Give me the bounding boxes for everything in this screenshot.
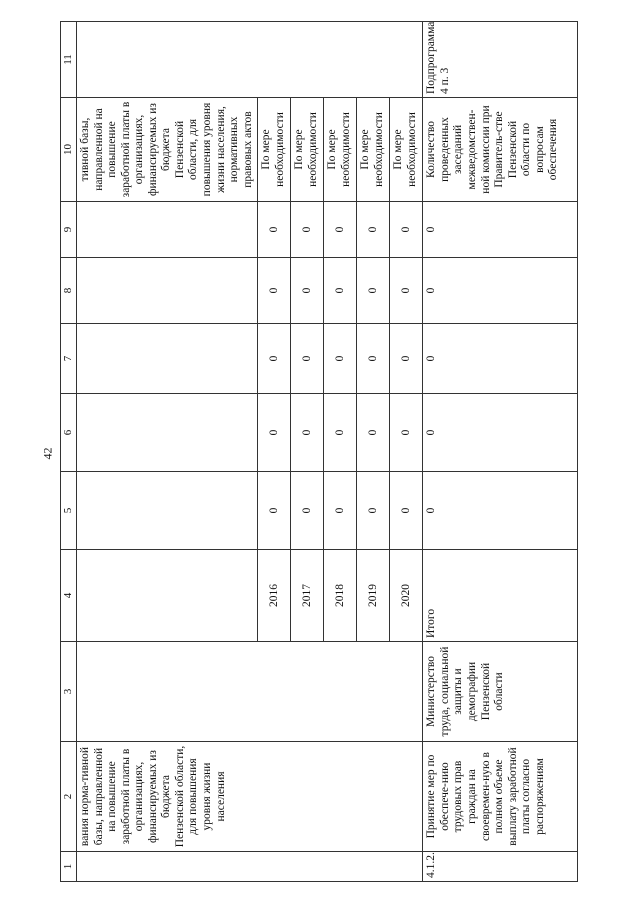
item-row <box>423 22 578 882</box>
total-label: Итого <box>423 550 578 642</box>
value-cell: 0 <box>291 394 324 472</box>
col-header-10: 10 <box>61 98 77 202</box>
cont-cell-7 <box>76 324 257 394</box>
value-cell: 0 <box>357 202 390 258</box>
item-description: Принятие мер по обеспече-нию трудовых прав граждан на своевремен-ную в полном объеме выплату заработной платы согласно распоряжениям <box>423 742 578 852</box>
cont-cell-6 <box>76 394 257 472</box>
item-number: 4.1.2. <box>423 852 578 882</box>
deadline-cell: По мере необходимости <box>357 98 390 202</box>
item-executor: Министерство труда, социальной защиты и демографии Пензенской области <box>423 642 578 742</box>
value-cell: 0 <box>423 472 578 550</box>
cont-indicator: тивной базы, направленной на повышение заработной платы в организациях, финансируемых из бюджета Пензенской области, для повышения уровня жизни населения, нормативных правовых актов <box>76 98 257 202</box>
year-cell: 2019 <box>357 550 390 642</box>
cont-description: вания норма-тивной базы, направленной на повышение заработной платы в организациях, финансируемых из бюджета Пензенской области, для повышения уровня жизни населения <box>76 742 422 852</box>
value-cell: 0 <box>258 324 291 394</box>
value-cell: 0 <box>423 394 578 472</box>
value-cell: 0 <box>390 258 423 324</box>
value-cell: 0 <box>357 472 390 550</box>
value-cell: 0 <box>390 394 423 472</box>
col-header-5: 5 <box>61 472 77 550</box>
value-cell: 0 <box>258 258 291 324</box>
year-cell: 2020 <box>390 550 423 642</box>
value-cell: 0 <box>324 324 357 394</box>
year-cell: 2018 <box>324 550 357 642</box>
value-cell: 0 <box>258 202 291 258</box>
col-header-2: 2 <box>61 742 77 852</box>
col-header-11: 11 <box>61 22 77 98</box>
deadline-cell: По мере необходимости <box>324 98 357 202</box>
col-header-1: 1 <box>61 852 77 882</box>
value-cell: 0 <box>423 202 578 258</box>
header-row <box>61 22 77 882</box>
col-header-6: 6 <box>61 394 77 472</box>
deadline-cell: По мере необходимости <box>291 98 324 202</box>
value-cell: 0 <box>357 258 390 324</box>
value-cell: 0 <box>390 324 423 394</box>
deadline-cell: По мере необходимости <box>390 98 423 202</box>
cont-cell-5 <box>76 472 257 550</box>
rotated-table-page <box>60 22 580 882</box>
value-cell: 0 <box>324 472 357 550</box>
col-header-9: 9 <box>61 202 77 258</box>
value-cell: 0 <box>423 324 578 394</box>
year-cell: 2017 <box>291 550 324 642</box>
value-cell: 0 <box>324 394 357 472</box>
col-header-4: 4 <box>61 550 77 642</box>
value-cell: 0 <box>390 472 423 550</box>
value-cell: 0 <box>291 324 324 394</box>
program-table <box>60 21 578 882</box>
col-header-3: 3 <box>61 642 77 742</box>
continuation-row <box>76 22 257 882</box>
cont-cell-3 <box>76 642 422 742</box>
col-header-7: 7 <box>61 324 77 394</box>
value-cell: 0 <box>258 472 291 550</box>
cont-cell-11 <box>76 22 422 98</box>
value-cell: 0 <box>291 258 324 324</box>
value-cell: 0 <box>258 394 291 472</box>
page-number: 42 <box>40 447 55 460</box>
value-cell: 0 <box>291 472 324 550</box>
cont-cell-1 <box>76 852 422 882</box>
cont-cell-8 <box>76 258 257 324</box>
value-cell: 0 <box>423 258 578 324</box>
deadline-cell: По мере необходимости <box>258 98 291 202</box>
value-cell: 0 <box>291 202 324 258</box>
item-link: Подпрограмма 4 п. 3 <box>423 22 578 98</box>
year-cell: 2016 <box>258 550 291 642</box>
item-indicator: Количество проведенных заседаний межведомствен-ной комиссии при Правитель-стве Пензенской области по вопросам обеспечения <box>423 98 578 202</box>
cont-cell-9 <box>76 202 257 258</box>
col-header-8: 8 <box>61 258 77 324</box>
cont-cell-4 <box>76 550 257 642</box>
value-cell: 0 <box>324 258 357 324</box>
value-cell: 0 <box>357 394 390 472</box>
value-cell: 0 <box>390 202 423 258</box>
value-cell: 0 <box>357 324 390 394</box>
value-cell: 0 <box>324 202 357 258</box>
